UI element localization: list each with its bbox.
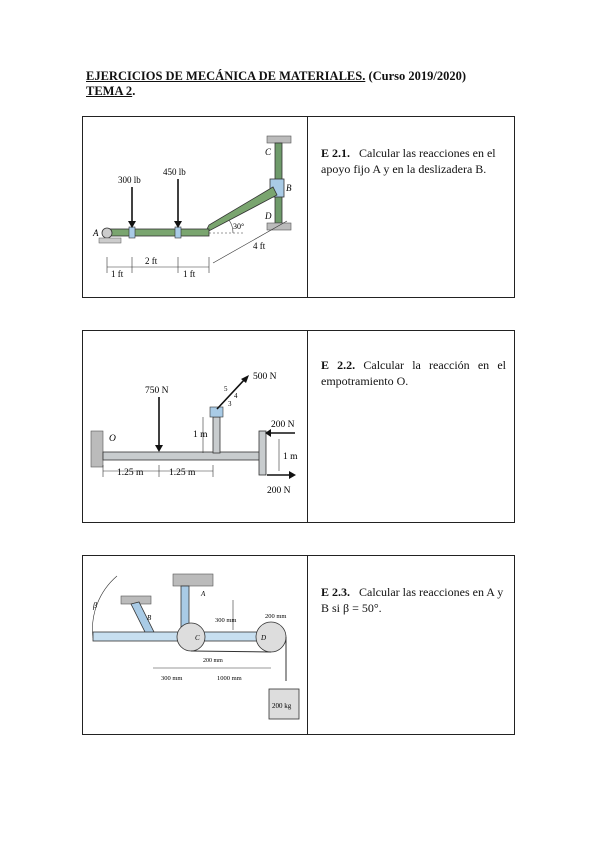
fig3-label-a: A (201, 590, 206, 598)
fig1-angle: 30° (233, 222, 245, 231)
fig2-n5: 5 (224, 385, 228, 393)
fig1-dim-2ft: 2 ft (145, 256, 158, 266)
header-line-1: EJERCICIOS DE MECÁNICA DE MATERIALES. (Curso 2019/2020) (86, 69, 467, 83)
fig1-label-d: D (265, 211, 272, 221)
fig1-load2: 450 lb (163, 167, 186, 177)
fig3-dim-200a: 200 mm (265, 613, 287, 620)
fig1-load1: 300 lb (118, 175, 141, 185)
fig3-beta: β (93, 601, 97, 610)
fig2-force-750: 750 N (145, 386, 169, 396)
fig2-force-500: 500 N (253, 372, 277, 382)
beam-diagram-2 (83, 331, 307, 522)
exercise-text-1 (321, 145, 506, 177)
fig1-dim-4ft: 4 ft (253, 241, 266, 251)
mechanism-diagram-3 (83, 556, 307, 734)
exercise-box-2 (82, 330, 515, 523)
beam-diagram-1 (83, 117, 307, 297)
fig1-label-c: C (265, 147, 272, 157)
fig2-force-200-top: 200 N (271, 420, 295, 430)
fig3-dim-1000: 1000 mm (217, 675, 242, 682)
exercise-statement-1: Calcular las reacciones en el apoyo fijo A y en la deslizadera B. (321, 146, 496, 176)
fig3-dim-300a: 300 mm (215, 617, 237, 624)
fig1-dim-1ft-a: 1 ft (111, 269, 124, 279)
exercise-text-3 (321, 584, 506, 616)
exercise-id-3: E 2.3. (321, 585, 351, 599)
exercise-box-3 (82, 555, 515, 735)
fig2-n4: 4 (234, 392, 238, 400)
exercise-text-2 (321, 357, 506, 389)
fig3-label-c: C (195, 634, 200, 642)
exercise-statement-2: Calcular la reacción en el empotramiento O. (321, 358, 507, 388)
fig3-mass: 200 kg (272, 702, 292, 710)
exercise-figure-3 (83, 556, 308, 734)
exercise-id-1: E 2.1. (321, 146, 351, 160)
exercise-statement-3: Calcular las reacciones en A y B si β = 50°. (321, 585, 504, 615)
fig2-label-o: O (109, 434, 116, 444)
fig2-dim-125-a: 1.25 m (117, 468, 144, 478)
fig2-n3: 3 (228, 400, 232, 408)
header-line-2: TEMA 2. (86, 84, 136, 98)
exercise-box-1 (82, 116, 515, 298)
fig1-label-a: A (93, 228, 99, 238)
fig2-dim-1m-a: 1 m (193, 430, 208, 440)
fig2-force-200-bot: 200 N (267, 486, 291, 496)
exercise-id-2: E 2.2. (321, 358, 356, 372)
fig1-label-b: B (286, 183, 292, 193)
fig1-dim-1ft-b: 1 ft (183, 269, 196, 279)
fig3-dim-300b: 300 mm (161, 675, 183, 682)
fig3-label-d: D (261, 634, 267, 642)
document-header (86, 69, 466, 99)
fig2-dim-125-b: 1.25 m (169, 468, 196, 478)
fig3-dim-200b: 200 mm (203, 658, 223, 664)
fig2-dim-1m-b: 1 m (283, 452, 298, 462)
exercise-figure-2 (83, 331, 308, 522)
exercise-figure-1 (83, 117, 308, 297)
fig3-label-b-top: B (147, 614, 152, 622)
